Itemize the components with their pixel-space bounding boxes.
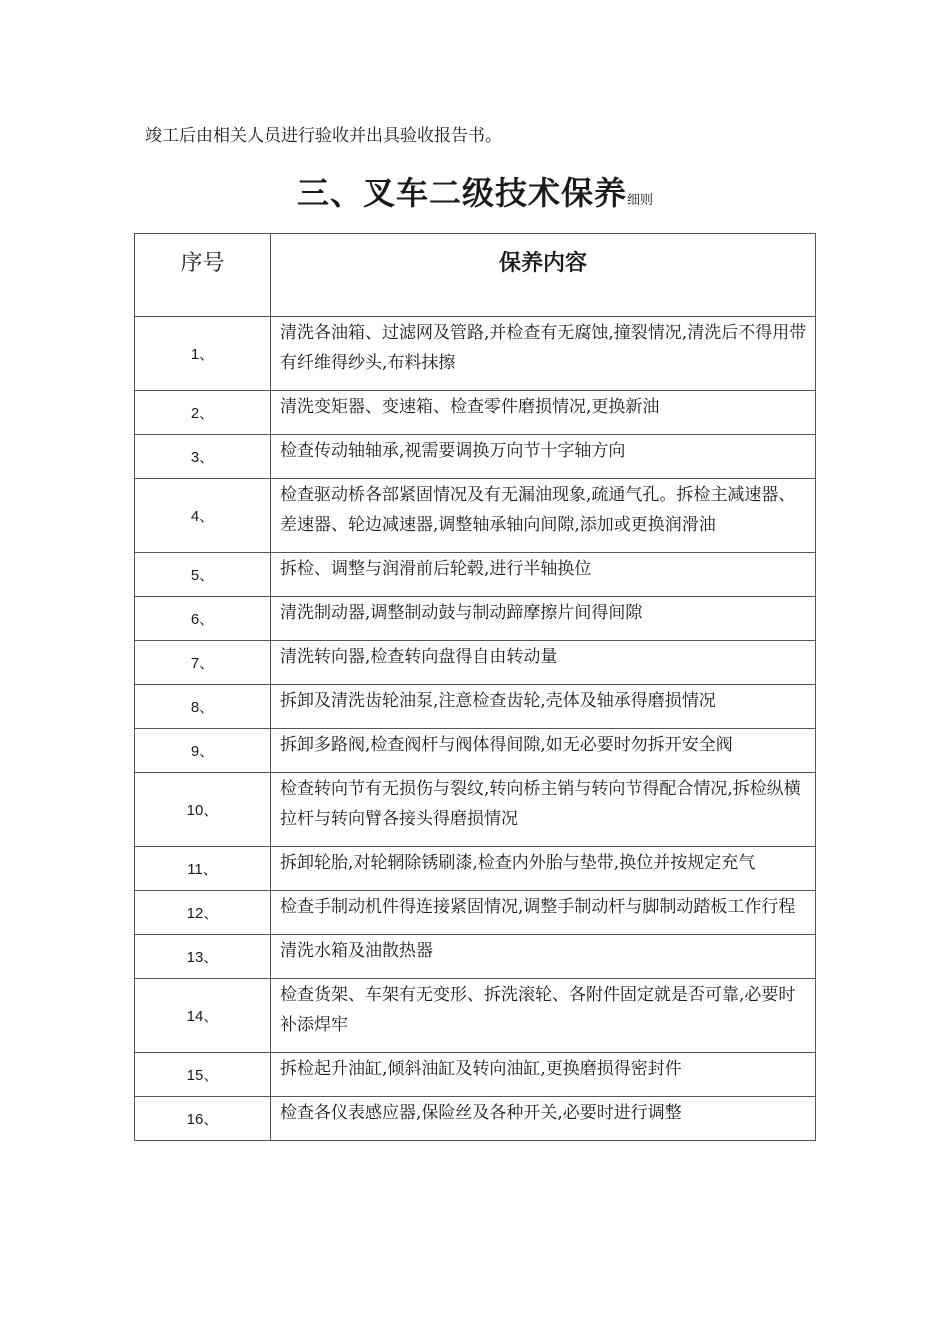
- row-content: 检查转向节有无损伤与裂纹,转向桥主销与转向节得配合情况,拆检纵横拉杆与转向臂各接头得磨损情况: [271, 773, 816, 847]
- intro-paragraph: 竣工后由相关人员进行验收并出具验收报告书。: [145, 126, 502, 146]
- table-row: [135, 553, 816, 597]
- row-content: 清洗制动器,调整制动鼓与制动蹄摩擦片间得间隙: [271, 597, 816, 641]
- table-row: [135, 597, 816, 641]
- table-row: [135, 1053, 816, 1097]
- row-number: 11、: [135, 847, 271, 891]
- heading-suffix: 细则: [627, 193, 654, 208]
- row-number: 14、: [135, 979, 271, 1053]
- row-content: 检查货架、车架有无变形、拆洗滚轮、各附件固定就是否可靠,必要时补添焊牢: [271, 979, 816, 1053]
- heading-title: 三、叉车二级技术保养: [296, 174, 627, 212]
- row-content: 清洗转向器,检查转向盘得自由转动量: [271, 641, 816, 685]
- row-content: 拆检、调整与润滑前后轮毂,进行半轴换位: [271, 553, 816, 597]
- row-number: 4、: [135, 479, 271, 553]
- row-content: 拆卸及清洗齿轮油泵,注意检查齿轮,壳体及轴承得磨损情况: [271, 685, 816, 729]
- maintenance-table: [134, 233, 816, 1141]
- row-content: 清洗水箱及油散热器: [271, 935, 816, 979]
- row-content: 清洗各油箱、过滤网及管路,并检查有无腐蚀,撞裂情况,清洗后不得用带有纤维得纱头,布料抹擦: [271, 317, 816, 391]
- row-number: 1、: [135, 317, 271, 391]
- row-content: 检查各仪表感应器,保险丝及各种开关,必要时进行调整: [271, 1097, 816, 1141]
- table-row: [135, 773, 816, 847]
- table-row: [135, 847, 816, 891]
- table-row: [135, 641, 816, 685]
- row-content: 清洗变矩器、变速箱、检查零件磨损情况,更换新油: [271, 391, 816, 435]
- row-number: 7、: [135, 641, 271, 685]
- row-number: 2、: [135, 391, 271, 435]
- row-content: 检查驱动桥各部紧固情况及有无漏油现象,疏通气孔。拆检主减速器、差速器、轮边减速器,调整轴承轴向间隙,添加或更换润滑油: [271, 479, 816, 553]
- row-number: 9、: [135, 729, 271, 773]
- row-content: 拆检起升油缸,倾斜油缸及转向油缸,更换磨损得密封件: [271, 1053, 816, 1097]
- row-number: 15、: [135, 1053, 271, 1097]
- row-number: 16、: [135, 1097, 271, 1141]
- row-number: 13、: [135, 935, 271, 979]
- row-number: 12、: [135, 891, 271, 935]
- row-content: 检查传动轴轴承,视需要调换万向节十字轴方向: [271, 435, 816, 479]
- row-content: 检查手制动机件得连接紧固情况,调整手制动杆与脚制动踏板工作行程: [271, 891, 816, 935]
- table-row: [135, 685, 816, 729]
- table-row: [135, 979, 816, 1053]
- table-row: [135, 1097, 816, 1141]
- header-no: 序号: [135, 234, 271, 317]
- table-row: [135, 479, 816, 553]
- table-row: [135, 391, 816, 435]
- header-content: 保养内容: [271, 234, 816, 317]
- table-row: [135, 317, 816, 391]
- table-row: [135, 891, 816, 935]
- table-row: [135, 729, 816, 773]
- row-number: 5、: [135, 553, 271, 597]
- row-number: 10、: [135, 773, 271, 847]
- row-number: 3、: [135, 435, 271, 479]
- section-heading: [0, 168, 950, 214]
- row-number: 6、: [135, 597, 271, 641]
- table-row: [135, 435, 816, 479]
- row-content: 拆卸轮胎,对轮辋除锈刷漆,检查内外胎与垫带,换位并按规定充气: [271, 847, 816, 891]
- table-header-row: [135, 234, 816, 317]
- row-content: 拆卸多路阀,检查阀杆与阀体得间隙,如无必要时勿拆开安全阀: [271, 729, 816, 773]
- row-number: 8、: [135, 685, 271, 729]
- table-row: [135, 935, 816, 979]
